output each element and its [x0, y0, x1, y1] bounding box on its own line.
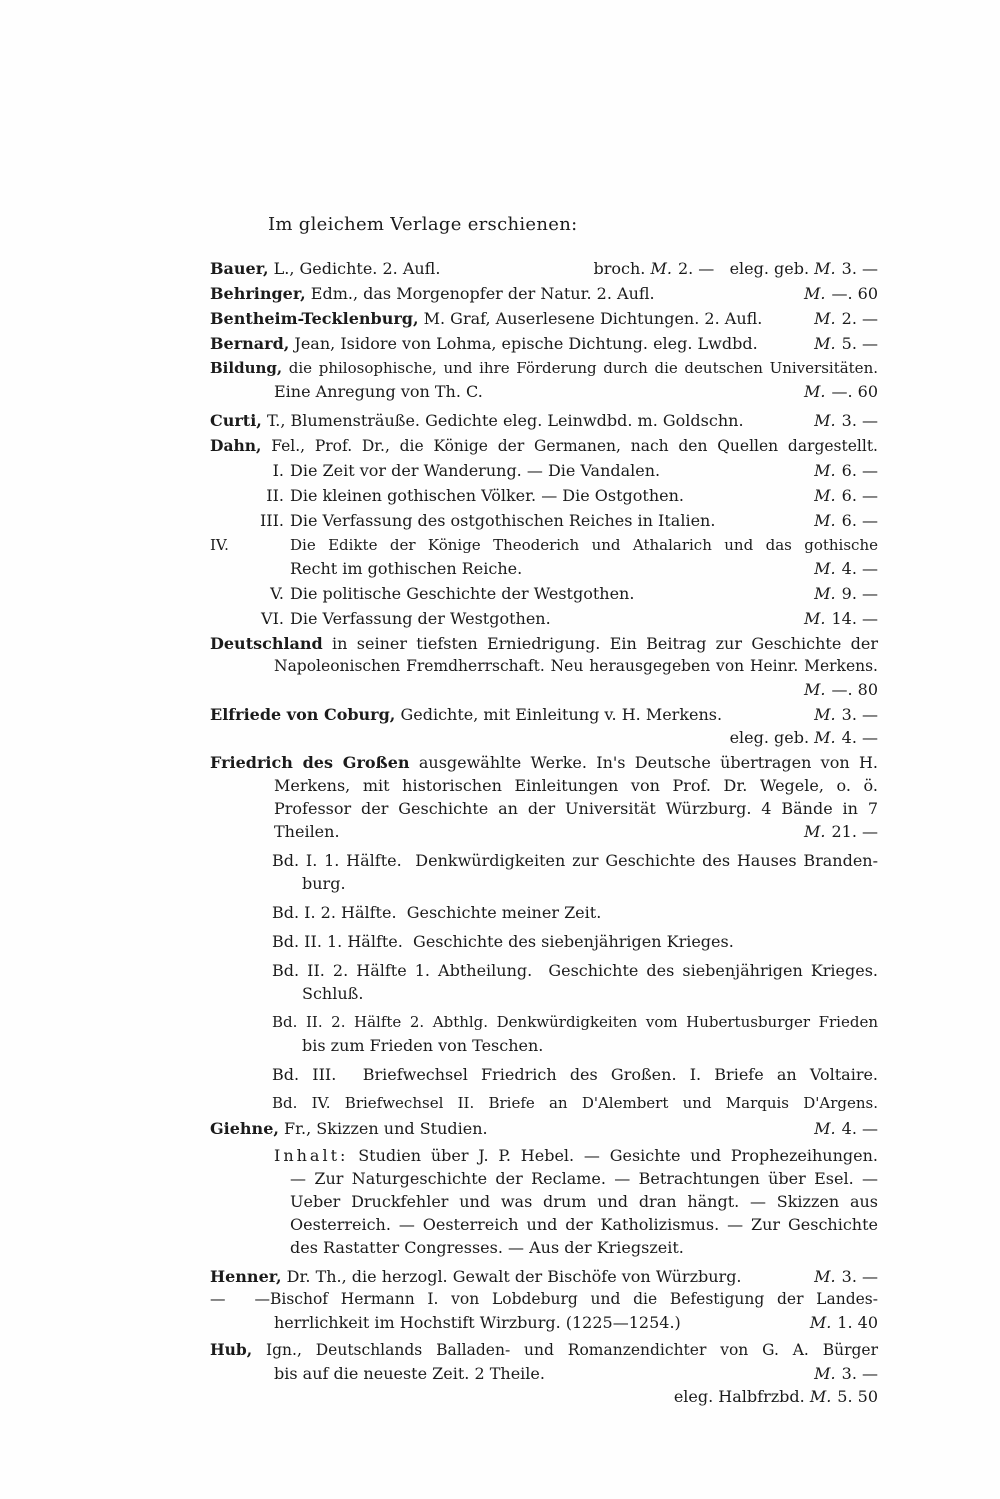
- entry-text: ausgewählte Werke. In's Deutsche übertragen von H.: [418, 753, 879, 772]
- volume-label: Bd. I. 1. Hälfte.: [272, 851, 402, 870]
- price: 4. —: [841, 559, 878, 578]
- volume-title: Briefwechsel II. Briefe an D'Alembert und Marquis D'Argens.: [344, 1094, 878, 1112]
- volume-title: Die Verfassung der Westgothen.: [290, 609, 551, 628]
- volume-row: III. Die Verfassung des ostgothischen Reiches in Italien. M. 6. —: [210, 509, 878, 532]
- price: 3. —: [841, 705, 878, 724]
- entry-bauer: Bauer, L., Gedichte. 2. Aufl. broch. M. 2. — eleg. geb. M. 3. —: [210, 259, 878, 278]
- volume-label: Bd. I. 2. Hälfte.: [272, 903, 397, 922]
- binding-eleg: eleg. geb.: [729, 728, 810, 747]
- entry-bernard: Bernard, Jean, Isidore von Lohma, epische Dichtung. eleg. Lwdbd. M. 5. —: [210, 334, 878, 353]
- entry-text: Dr. Th., die herzogl. Gewalt der Bischöfe von Würzburg.: [286, 1267, 742, 1286]
- price: 1. 40: [837, 1313, 878, 1332]
- volume-title: Geschichte des siebenjährigen Krieges.: [413, 932, 734, 951]
- volume-title: Briefwechsel Friedrich des Großen. I. Briefe an Voltaire.: [362, 1065, 879, 1084]
- contents-line: Studien über J. P. Hebel. — Gesichte und Prophezeihungen.: [358, 1146, 878, 1165]
- volume-number: IV.: [210, 536, 229, 554]
- volume-title: Die politische Geschichte der Westgothen.: [290, 584, 635, 603]
- price: —. 80: [831, 680, 878, 699]
- contents-line: — Zur Naturgeschichte der Reclame. — Betrachtungen über Esel. —: [290, 1169, 878, 1188]
- price: 2. —: [841, 309, 878, 328]
- price: 6. —: [841, 511, 878, 530]
- entry-deutschland: Deutschland in seiner tiefsten Erniedrigung. Ein Beitrag zur Geschichte der Napoleonischen Fremdherrschaft. Neu herausgegeben von Heinr. Merkens. M. —. 80: [210, 634, 878, 699]
- volume-row: [210, 901, 878, 924]
- volume-title-line2: bis zum Frieden von Teschen.: [302, 1036, 544, 1055]
- page-heading: Im gleichem Verlage erschienen:: [268, 214, 578, 235]
- volume-label: Bd. II. 1. Hälfte.: [272, 932, 403, 951]
- author-name: Curti,: [210, 411, 262, 430]
- binding-eleg: eleg. geb.: [729, 259, 810, 278]
- author-name: Bildung,: [210, 359, 283, 377]
- entry-text: Bischof Hermann I. von Lobdeburg und die Befestigung der Landes-: [270, 1290, 878, 1308]
- volume-title-line2: Recht im gothischen Reiche.: [290, 559, 523, 578]
- volume-label: Bd. III.: [272, 1065, 337, 1084]
- price: 3. —: [841, 259, 878, 278]
- price: 5. —: [841, 334, 878, 353]
- ditto-mark: — —: [210, 1290, 270, 1308]
- contents-line: Oesterreich. — Oesterreich und der Katholizismus. — Zur Geschichte: [290, 1215, 878, 1234]
- entry-text: Gedichte, mit Einleitung v. H. Merkens.: [400, 705, 723, 724]
- volume-row: [210, 1011, 878, 1057]
- entry-dahn: [210, 434, 878, 630]
- entry-text-line4: Theilen.: [274, 822, 340, 841]
- author-name: Hub,: [210, 1340, 253, 1359]
- entry-text: in seiner tiefsten Erniedrigung. Ein Beitrag zur Geschichte der: [332, 634, 878, 653]
- volume-number: I.: [272, 461, 284, 480]
- price: 4. —: [841, 1119, 878, 1138]
- volume-number: VI.: [261, 609, 284, 628]
- author-name: Bentheim-Tecklenburg,: [210, 309, 419, 328]
- volume-label: Bd. II. 2. Hälfte 2. Abthlg.: [272, 1013, 489, 1031]
- volume-row: [210, 959, 878, 1005]
- volume-row: VI. Die Verfassung der Westgothen. M. 14. —: [210, 607, 878, 630]
- volume-title: Die Zeit vor der Wanderung. — Die Vandalen.: [290, 461, 661, 480]
- volume-row: [210, 1092, 878, 1115]
- author-name: Giehne,: [210, 1119, 279, 1138]
- entry-text: Fel., Prof. Dr., die Könige der Germanen, nach den Quellen dargestellt.: [271, 437, 878, 455]
- entry-elfriede: Elfriede von Coburg, Gedichte, mit Einleitung v. H. Merkens. M. 3. — eleg. geb. M. 4. —: [210, 705, 878, 747]
- author-name: Elfriede von Coburg,: [210, 705, 396, 724]
- author-name: Bauer,: [210, 259, 269, 278]
- author-name: Dahn,: [210, 436, 262, 455]
- volume-title: Denkwürdigkeiten zur Geschichte des Hauses Branden-: [415, 851, 879, 870]
- contents-line: des Rastatter Congresses. — Aus der Kriegszeit.: [290, 1238, 684, 1257]
- author-name: Friedrich des Großen: [210, 753, 410, 772]
- author-name: Henner,: [210, 1267, 282, 1286]
- entry-text-line2: Merkens, mit historischen Einleitungen von Prof. Dr. Wegele, o. ö.: [274, 776, 878, 795]
- entry-text-line2: Eine Anregung von Th. C.: [274, 382, 483, 401]
- volume-row: II. Die kleinen gothischen Völker. — Die Ostgothen. M. 6. —: [210, 484, 878, 507]
- entry-hub: Hub, Ign., Deutschlands Balladen- und Romanzendichter von G. A. Bürger bis auf die neueste Zeit. 2 Theile. M. 3. — eleg. Halbfrzbd. M. 5. 50: [210, 1340, 878, 1406]
- volume-title: Die kleinen gothischen Völker. — Die Ostgothen.: [290, 486, 684, 505]
- entry-text: Fr., Skizzen und Studien.: [284, 1119, 488, 1138]
- price: 21. —: [831, 822, 878, 841]
- price: 5. 50: [837, 1387, 878, 1406]
- volume-label: Bd. IV.: [272, 1094, 331, 1112]
- entry-text: Edm., das Morgenopfer der Natur. 2. Aufl.: [310, 284, 655, 303]
- volume-title-line2: burg.: [302, 874, 346, 893]
- entry-bentheim: Bentheim-Tecklenburg, M. Graf, Auserlesene Dichtungen. 2. Aufl. M. 2. —: [210, 309, 878, 328]
- price: 3. —: [841, 1267, 878, 1286]
- volume-label: Bd. II. 2. Hälfte 1. Abtheilung.: [272, 961, 533, 980]
- entry-text-line2: herrlichkeit im Hochstift Wirzburg. (1225—1254.): [274, 1313, 681, 1332]
- author-name: Behringer,: [210, 284, 306, 303]
- price: —. 60: [831, 382, 878, 401]
- binding-broch: broch.: [593, 259, 646, 278]
- volume-title: Geschichte meiner Zeit.: [406, 903, 602, 922]
- entry-curti: Curti, T., Blumensträuße. Gedichte eleg. Leinwdbd. m. Goldschn. M. 3. —: [210, 411, 878, 430]
- volume-row: V. Die politische Geschichte der Westgothen. M. 9. —: [210, 582, 878, 605]
- price: 9. —: [841, 584, 878, 603]
- entry-text-line2: Napoleonischen Fremdherrschaft. Neu herausgegeben von Heinr. Merkens.: [274, 657, 878, 675]
- price: 3. —: [841, 1364, 878, 1383]
- entry-text: Ign., Deutschlands Balladen- und Romanzendichter von G. A. Bürger: [266, 1341, 878, 1359]
- contents-line: Ueber Druckfehler und was drum und dran hängt. — Skizzen aus: [290, 1192, 878, 1211]
- price: 3. —: [841, 411, 878, 430]
- entry-text: T., Blumensträuße. Gedichte eleg. Leinwdbd. m. Goldschn.: [266, 411, 744, 430]
- price: —. 60: [831, 284, 878, 303]
- contents-block: [210, 1144, 878, 1259]
- entry-text: Jean, Isidore von Lohma, epische Dichtung. eleg. Lwdbd.: [294, 334, 758, 353]
- price: 2. —: [677, 259, 715, 278]
- volume-row: I. Die Zeit vor der Wanderung. — Die Vandalen. M. 6. —: [210, 459, 878, 482]
- binding-eleg: eleg. Halbfrzbd.: [673, 1387, 805, 1406]
- author-name: Deutschland: [210, 634, 323, 653]
- volume-row: [210, 1063, 878, 1086]
- entry-text-line2: bis auf die neueste Zeit. 2 Theile.: [274, 1364, 545, 1383]
- volume-number: III.: [259, 511, 284, 530]
- entry-behringer: Behringer, Edm., das Morgenopfer der Natur. 2. Aufl. M. —. 60: [210, 284, 878, 303]
- entry-friedrich: Friedrich des Großen ausgewählte Werke. In's Deutsche übertragen von H. Merkens, mit historischen Einleitungen von Prof. Dr. Wegele, o. ö. Professor der Geschichte an der Universität Würzburg. 4 Bände in 7 Theilen. M. 21. — Bd. I. 1. Hälfte. Denkwürdigkeiten zur Geschichte des Hauses Branden- burg. Bd. I. 2. Hälfte. Geschichte meiner Zeit. Bd. II. 1. Hälfte. Geschichte des siebenjährigen Krieges. Bd. II. 2. Hälfte 1. Abtheilung. Geschichte des siebenjährigen Krieges. Schluß. Bd. II. 2. Hälfte 2. Abthlg. Denkwürdigkeiten vom Hubertusburger Frieden bis zum Frieden von Teschen. Bd. III. Briefwechsel Friedrich des Großen. I. Briefe an Voltaire. Bd. IV. Briefwechsel II. Briefe an D'Alembert und Marquis D'Argens.: [210, 751, 878, 1115]
- volume-title: Denkwürdigkeiten vom Hubertusburger Frieden: [496, 1013, 878, 1031]
- volume-row: [210, 930, 878, 953]
- volume-row: [210, 849, 878, 895]
- volume-title: Die Verfassung des ostgothischen Reiches in Italien.: [290, 511, 716, 530]
- volume-number: V.: [270, 584, 284, 603]
- entry-giehne: Giehne, Fr., Skizzen und Studien. M. 4. — Inhalt: Studien über J. P. Hebel. — Gesichte und Prophezeihungen. — Zur Naturgeschichte der Reclame. — Betrachtungen über Esel. — Ueber Druckfehler und was drum und dran hängt. — Skizzen aus Oesterreich. — Oesterreich und der Katholizismus. — Zur Geschichte des Rastatter Congresses. — Aus der Kriegszeit.: [210, 1119, 878, 1257]
- entry-text-line3: Professor der Geschichte an der Universität Würzburg. 4 Bände in 7: [274, 799, 878, 818]
- author-name: Bernard,: [210, 334, 290, 353]
- contents-label: Inhalt:: [274, 1146, 349, 1165]
- volume-title: Geschichte des siebenjährigen Krieges.: [548, 961, 879, 980]
- price: 6. —: [841, 461, 878, 480]
- price: 4. —: [841, 728, 878, 747]
- catalog-list: [210, 257, 878, 1410]
- volume-number: II.: [266, 486, 284, 505]
- entry-text: L., Gedichte. 2. Aufl.: [273, 259, 441, 278]
- price: 6. —: [841, 486, 878, 505]
- entry-text: M. Graf, Auserlesene Dichtungen. 2. Aufl.: [423, 309, 763, 328]
- volume-title-line2: Schluß.: [302, 984, 364, 1003]
- volume-row: IV. Die Edikte der Könige Theoderich und Athalarich und das gothische Recht im gothischen Reiche. M. 4. —: [210, 536, 878, 578]
- entry-henner: Henner, Dr. Th., die herzogl. Gewalt der Bischöfe von Würzburg. M. 3. — — —Bischof Hermann I. von Lobdeburg und die Befestigung der Landes- herrlichkeit im Hochstift Wirzburg. (1225—1254.) M. 1. 40: [210, 1267, 878, 1332]
- price: 14. —: [831, 609, 878, 628]
- volume-title: Die Edikte der Könige Theoderich und Athalarich und das gothische: [290, 536, 878, 554]
- entry-text: die philosophische, und ihre Förderung durch die deutschen Universitäten.: [288, 359, 878, 377]
- entry-bildung: Bildung, die philosophische, und ihre Förderung durch die deutschen Universitäten. Eine Anregung von Th. C. M. —. 60: [210, 359, 878, 401]
